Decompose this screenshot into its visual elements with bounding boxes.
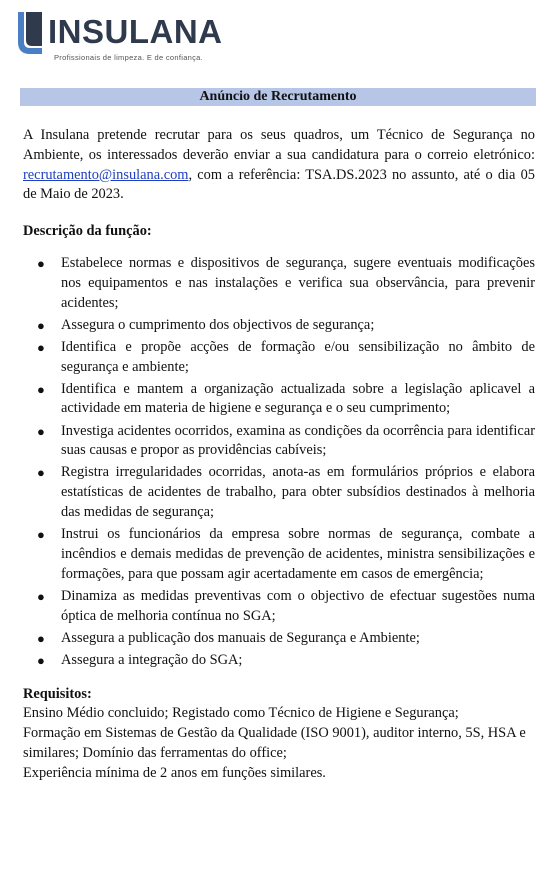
list-item-text: Dinamiza as medidas preventivas com o objectivo de efectuar sugestões numa óptica de melhoria contínua no SGA; xyxy=(61,587,535,624)
list-item xyxy=(23,338,535,378)
bullet-icon: ● xyxy=(37,588,45,604)
list-item-text: Registra irregularidades ocorridas, anota-as em formulários próprios e elabora estatísticas de acidentes de trabalho, para obter subsídios destinados à melhoria das medidas de segurança; xyxy=(61,464,535,521)
list-item-text: Investiga acidentes ocorridos, examina as condições da ocorrência para identificar suas causas e propor as providências cabíveis; xyxy=(61,422,535,459)
list-item-text: Instrui os funcionários da empresa sobre normas de segurança, combate a incêndios e demais medidas de prevenção de acidentes, ministra sensibilizações e formações, para que possam agir acertadamente em casos de emergência; xyxy=(61,526,535,582)
bullet-icon: ● xyxy=(37,339,45,355)
list-item xyxy=(23,254,535,313)
announcement-banner: Anúncio de Recrutamento xyxy=(20,88,536,106)
bullet-icon: ● xyxy=(37,630,45,646)
list-item xyxy=(23,525,535,584)
list-item-text: Assegura a integração do SGA; xyxy=(61,651,243,668)
intro-text-end: , com a referência: TSA.DS.2023 no assunto, até o dia 05 de Maio de 2023. xyxy=(23,166,535,203)
list-item-text: Identifica e mantem a organização actualizada sobre a legislação aplicavel a actividade em materia de higiene e segurança e o seu cumprimento; xyxy=(61,380,535,417)
list-item xyxy=(23,651,535,671)
list-item xyxy=(23,316,535,336)
bullet-icon: ● xyxy=(37,255,45,271)
requirement-line: Experiência mínima de 2 anos em funções similares. xyxy=(23,764,326,781)
company-logo xyxy=(14,10,274,66)
bullet-icon: ● xyxy=(37,317,45,333)
requirement-line: Ensino Médio concluido; Registado como Técnico de Higiene e Segurança; xyxy=(23,705,459,722)
bullet-icon: ● xyxy=(37,465,45,481)
bullet-icon: ● xyxy=(37,652,45,668)
bullet-icon: ● xyxy=(37,527,45,543)
duties-list xyxy=(23,254,535,671)
logo-name: INSULANA xyxy=(48,13,223,50)
list-item-text: Assegura a publicação dos manuais de Segurança e Ambiente; xyxy=(61,629,420,646)
list-item xyxy=(23,587,535,627)
email-link[interactable]: recrutamento@insulana.com xyxy=(23,166,189,183)
list-item xyxy=(23,629,535,649)
list-item xyxy=(23,422,535,462)
intro-paragraph xyxy=(23,126,535,205)
list-item-text: Identifica e propõe acções de formação e/ou sensibilização no âmbito de segurança e ambiente; xyxy=(61,338,535,375)
description-heading: Descrição da função: xyxy=(23,223,152,240)
list-item-text: Estabelece normas e dispositivos de segurança, sugere eventuais modificações nos equipamentos e nas instalações e verifica sua observância, para prevenir acidentes; xyxy=(61,254,535,311)
list-item xyxy=(23,380,535,420)
intro-text-start: A Insulana pretende recrutar para os seus quadros, um Técnico de Segurança no Ambiente, os interessados deverão enviar a sua candidatura para o correio eletrónico: xyxy=(23,127,535,163)
requirement-line: Formação em Sistemas de Gestão da Qualidade (ISO 9001), auditor interno, 5S, HSA e similares; Domínio das ferramentas do office; xyxy=(23,725,526,761)
announcement-body xyxy=(23,126,535,784)
list-item xyxy=(23,463,535,522)
requirements-section xyxy=(23,704,535,783)
bullet-icon: ● xyxy=(37,423,45,439)
requirements-heading: Requisitos: xyxy=(23,685,92,702)
bullet-icon: ● xyxy=(37,381,45,397)
logo-tagline: Profissionais de limpeza. E de confiança. xyxy=(54,53,204,62)
list-item-text: Assegura o cumprimento dos objectivos de segurança; xyxy=(61,316,375,333)
insulana-logo-icon xyxy=(14,12,42,56)
